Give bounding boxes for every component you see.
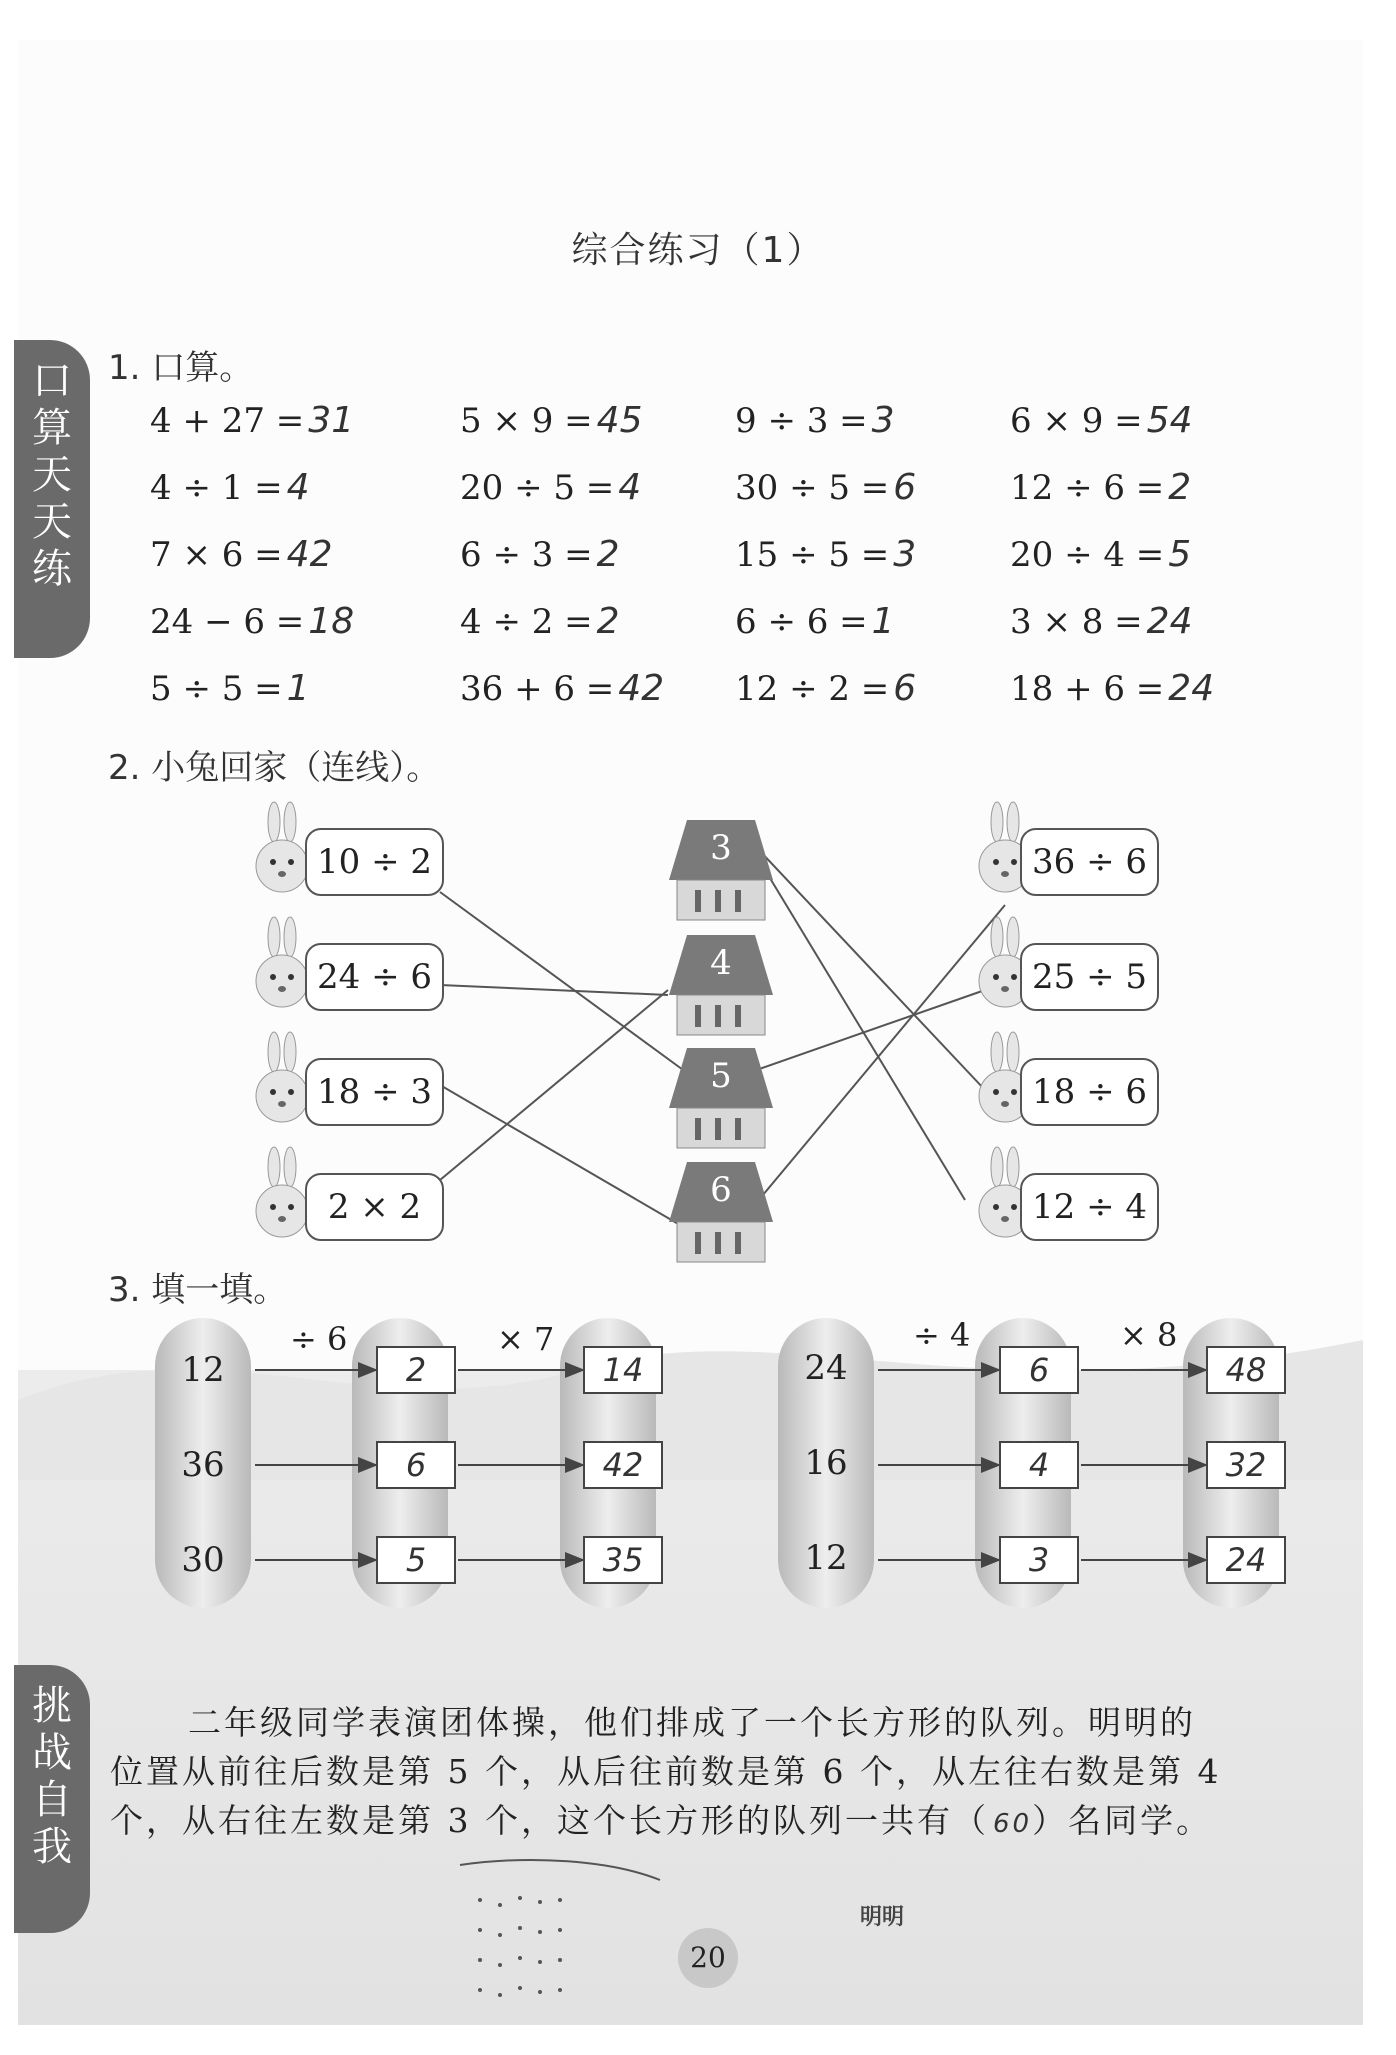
problem: 6 ÷ 6 = 1: [735, 601, 895, 642]
operation-label: × 8: [1120, 1316, 1178, 1354]
house-number: 4: [710, 943, 732, 983]
middle-answer-box[interactable]: 2: [376, 1346, 456, 1394]
answer: 45: [596, 400, 643, 441]
right-expression: 25 ÷ 5: [1020, 943, 1159, 1011]
answer: 6: [893, 467, 917, 508]
challenge-line: 个，从右往左数是第 3 个，这个长方形的队列一共有（ 60）名同学。: [110, 1801, 1213, 1840]
answer: 54: [1146, 400, 1193, 441]
house-number: 3: [710, 828, 732, 868]
problem: 4 ÷ 2 = 2: [460, 601, 620, 642]
middle-answer-box[interactable]: 4: [999, 1441, 1079, 1489]
start-number: 30: [181, 1540, 225, 1580]
answer: 4: [286, 467, 310, 508]
left-expression: 2 × 2: [305, 1173, 444, 1241]
problem: 5 ÷ 5 = 1: [150, 668, 310, 709]
answer: 2: [1168, 467, 1192, 508]
scribble-label: 明明: [860, 1905, 905, 1930]
problem: 36 + 6 = 42: [460, 668, 665, 709]
start-number: 36: [181, 1445, 225, 1485]
side-tab-challenge: 挑 战 自 我: [14, 1665, 90, 1933]
operation-label: × 7: [497, 1320, 555, 1358]
problem: 18 + 6 = 24: [1010, 668, 1215, 709]
page-title: 综合练习（1）: [571, 230, 825, 271]
end-answer-box[interactable]: 42: [583, 1441, 663, 1489]
challenge-line: 二年级同学表演团体操，他们排成了一个长方形的队列。明明的: [188, 1703, 1196, 1742]
answer: 4: [618, 467, 642, 508]
problem: 12 ÷ 6 = 2: [1010, 467, 1192, 508]
section-3-heading: 3. 填一填。: [108, 1270, 288, 1310]
side-tab-mental-math: 口 算 天 天 练: [14, 340, 90, 658]
operation-label: ÷ 6: [290, 1320, 348, 1358]
problem: 6 ÷ 3 = 2: [460, 534, 620, 575]
answer: 42: [618, 668, 665, 709]
answer: 18: [308, 601, 355, 642]
answer: 2: [596, 534, 620, 575]
answer: 5: [1168, 534, 1192, 575]
problem: 3 × 8 = 24: [1010, 601, 1193, 642]
section-2-heading: 2. 小兔回家（连线）。: [108, 748, 441, 788]
challenge-answer[interactable]: 60: [992, 1809, 1033, 1839]
problem: 15 ÷ 5 = 3: [735, 534, 917, 575]
start-number: 12: [181, 1350, 225, 1390]
problem: 5 × 9 = 45: [460, 400, 643, 441]
left-expression: 10 ÷ 2: [305, 828, 444, 896]
section-1-heading: 1. 口算。: [108, 348, 254, 388]
problem: 20 ÷ 5 = 4: [460, 467, 642, 508]
end-answer-box[interactable]: 48: [1206, 1346, 1286, 1394]
challenge-line: 位置从前往后数是第 5 个，从后往前数是第 6 个，从左往右数是第 4: [110, 1752, 1222, 1791]
start-number: 12: [804, 1538, 848, 1578]
start-number: 16: [804, 1443, 848, 1483]
answer: 42: [286, 534, 333, 575]
end-answer-box[interactable]: 35: [583, 1536, 663, 1584]
middle-answer-box[interactable]: 6: [376, 1441, 456, 1489]
middle-answer-box[interactable]: 6: [999, 1346, 1079, 1394]
house-number: 6: [710, 1170, 732, 1210]
scratch-grid-sketch: [440, 1850, 680, 2030]
answer: 6: [893, 668, 917, 709]
problem: 30 ÷ 5 = 6: [735, 467, 917, 508]
page-number: 20: [678, 1928, 738, 1988]
right-expression: 36 ÷ 6: [1020, 828, 1159, 896]
left-expression: 18 ÷ 3: [305, 1058, 444, 1126]
end-answer-box[interactable]: 24: [1206, 1536, 1286, 1584]
answer: 2: [596, 601, 620, 642]
answer: 24: [1168, 668, 1215, 709]
problem: 4 ÷ 1 = 4: [150, 467, 310, 508]
middle-answer-box[interactable]: 5: [376, 1536, 456, 1584]
challenge-problem: [110, 1698, 1320, 1849]
house-number: 5: [710, 1056, 732, 1096]
problem: 12 ÷ 2 = 6: [735, 668, 917, 709]
answer: 1: [871, 601, 895, 642]
start-number: 24: [804, 1348, 848, 1388]
problem: 9 ÷ 3 = 3: [735, 400, 895, 441]
answer: 24: [1146, 601, 1193, 642]
answer: 3: [893, 534, 917, 575]
end-answer-box[interactable]: 32: [1206, 1441, 1286, 1489]
middle-answer-box[interactable]: 3: [999, 1536, 1079, 1584]
problem: 6 × 9 = 54: [1010, 400, 1193, 441]
answer: 3: [871, 400, 895, 441]
answer: 1: [286, 668, 310, 709]
answer: 31: [308, 400, 355, 441]
problem: 4 + 27 = 31: [150, 400, 355, 441]
end-answer-box[interactable]: 14: [583, 1346, 663, 1394]
problem: 24 − 6 = 18: [150, 601, 355, 642]
right-expression: 18 ÷ 6: [1020, 1058, 1159, 1126]
problem: 20 ÷ 4 = 5: [1010, 534, 1192, 575]
left-expression: 24 ÷ 6: [305, 943, 444, 1011]
right-expression: 12 ÷ 4: [1020, 1173, 1159, 1241]
operation-label: ÷ 4: [913, 1316, 971, 1354]
problem: 7 × 6 = 42: [150, 534, 333, 575]
